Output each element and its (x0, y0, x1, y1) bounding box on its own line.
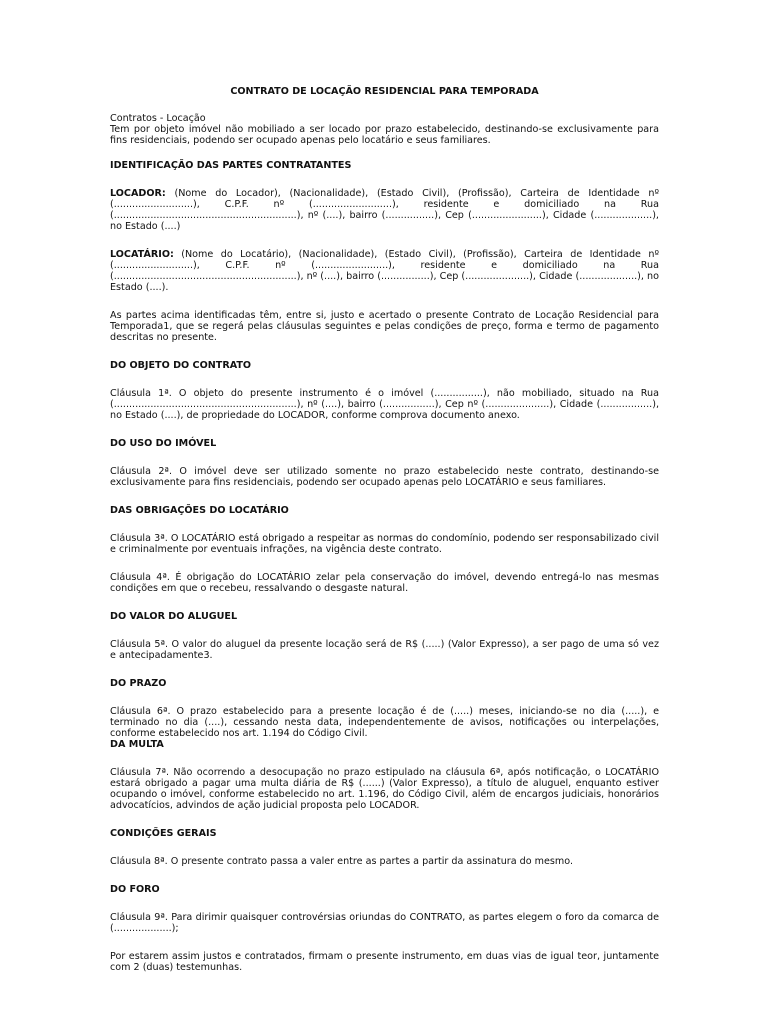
clausula-9: Cláusula 9ª. Para dirimir quaisquer controvérsias oriundas do CONTRATO, as partes elegem o foro da comarca de (...................); (110, 912, 659, 934)
clausula-8: Cláusula 8ª. O presente contrato passa a valer entre as partes a partir da assinatura do mesmo. (110, 856, 574, 867)
clausula-4: Cláusula 4ª. É obrigação do LOCATÁRIO zelar pela conservação do imóvel, devendo entregá-lo nas mesmas condições em que o recebeu, ressalvando o desgaste natural. (110, 572, 659, 594)
locatario-label: LOCATÁRIO: (110, 249, 174, 260)
locador-text: (Nome do Locador), (Nacionalidade), (Estado Civil), (Profissão), Carteira de Identidade nº (..........................), C.P.F. nº (..........................), residente e domiciliado na Rua (............................................................), nº (....), bairro (................), Cep (.......................), Cidade (...................), no Estado (....) (110, 188, 659, 232)
heading-objeto: DO OBJETO DO CONTRATO (110, 360, 252, 371)
clausula-5: Cláusula 5ª. O valor do aluguel da presente locação será de R$ (.....) (Valor Expresso), a ser pago de uma só vez e antecipadamente3. (110, 639, 659, 661)
document-page (110, 86, 659, 973)
clausula-3: Cláusula 3ª. O LOCATÁRIO está obrigado a respeitar as normas do condomínio, podendo ser responsabilizado civil e criminalmente por eventuais infrações, na vigência deste contrato. (110, 533, 659, 555)
heading-gerais: CONDIÇÕES GERAIS (110, 828, 217, 839)
locatario-paragraph (110, 249, 659, 293)
locador-paragraph (110, 188, 659, 232)
locador-label: LOCADOR: (110, 188, 166, 199)
heading-multa: DA MULTA (110, 739, 164, 750)
document-title: CONTRATO DE LOCAÇÃO RESIDENCIAL PARA TEMPORADA (230, 86, 539, 97)
heading-partes: IDENTIFICAÇÃO DAS PARTES CONTRATANTES (110, 160, 352, 171)
clausula-2: Cláusula 2ª. O imóvel deve ser utilizado somente no prazo estabelecido neste contrato, destinando-se exclusivamente para fins residenciais, podendo ser ocupado apenas pelo LOCATÁRIO e seus familiares. (110, 466, 659, 488)
acerto-paragraph: As partes acima identificadas têm, entre si, justo e acertado o presente Contrato de Locação Residencial para Temporada1, que se regerá pelas cláusulas seguintes e pelas condições de preço, forma e termo de pagamento descritas no presente. (110, 310, 659, 343)
heading-valor: DO VALOR DO ALUGUEL (110, 611, 238, 622)
locatario-text: (Nome do Locatário), (Nacionalidade), (Estado Civil), (Profissão), Carteira de Identidade nº (..........................), C.P.F. nº (........................), residente e domiciliado na Rua (............................................................), nº (....), bairro (................), Cep (.....................), Cidade (...................), no Estado (....). (110, 249, 659, 293)
intro-description: Tem por objeto imóvel não mobiliado a ser locado por prazo estabelecido, destinando-se exclusivamente para fins residenciais, podendo ser ocupado apenas pelo locatário e seus familiares. (110, 124, 659, 146)
clausula-6: Cláusula 6ª. O prazo estabelecido para a presente locação é de (.....) meses, iniciando-se no dia (.....), e terminado no dia (....), cessando nesta data, independentemente de avisos, notificações ou interpelações, conforme estabelecido nos art. 1.194 do Código Civil. (110, 706, 659, 739)
heading-prazo: DO PRAZO (110, 678, 167, 689)
heading-foro: DO FORO (110, 884, 160, 895)
heading-uso: DO USO DO IMÓVEL (110, 438, 217, 449)
fecho-paragraph: Por estarem assim justos e contratados, firmam o presente instrumento, em duas vias de igual teor, juntamente com 2 (duas) testemunhas. (110, 951, 659, 973)
heading-obrigacoes: DAS OBRIGAÇÕES DO LOCATÁRIO (110, 505, 289, 516)
clausula-1: Cláusula 1ª. O objeto do presente instrumento é o imóvel (................), não mobiliado, situado na Rua (............................................................), nº (....), bairro (.................), Cep nº (.....................), Cidade (.................), no Estado (....), de propriedade do LOCADOR, conforme comprova documento anexo. (110, 388, 659, 421)
intro-category: Contratos - Locação (110, 113, 206, 124)
clausula-7: Cláusula 7ª. Não ocorrendo a desocupação no prazo estipulado na cláusula 6ª, após notificação, o LOCATÁRIO estará obrigado a pagar uma multa diária de R$ (......) (Valor Expresso), a título de aluguel, enquanto estiver ocupando o imóvel, conforme estabelecido no art. 1.196, do Código Civil, além de encargos judiciais, honorários advocatícios, advindos de ação judicial proposta pelo LOCADOR. (110, 767, 659, 811)
